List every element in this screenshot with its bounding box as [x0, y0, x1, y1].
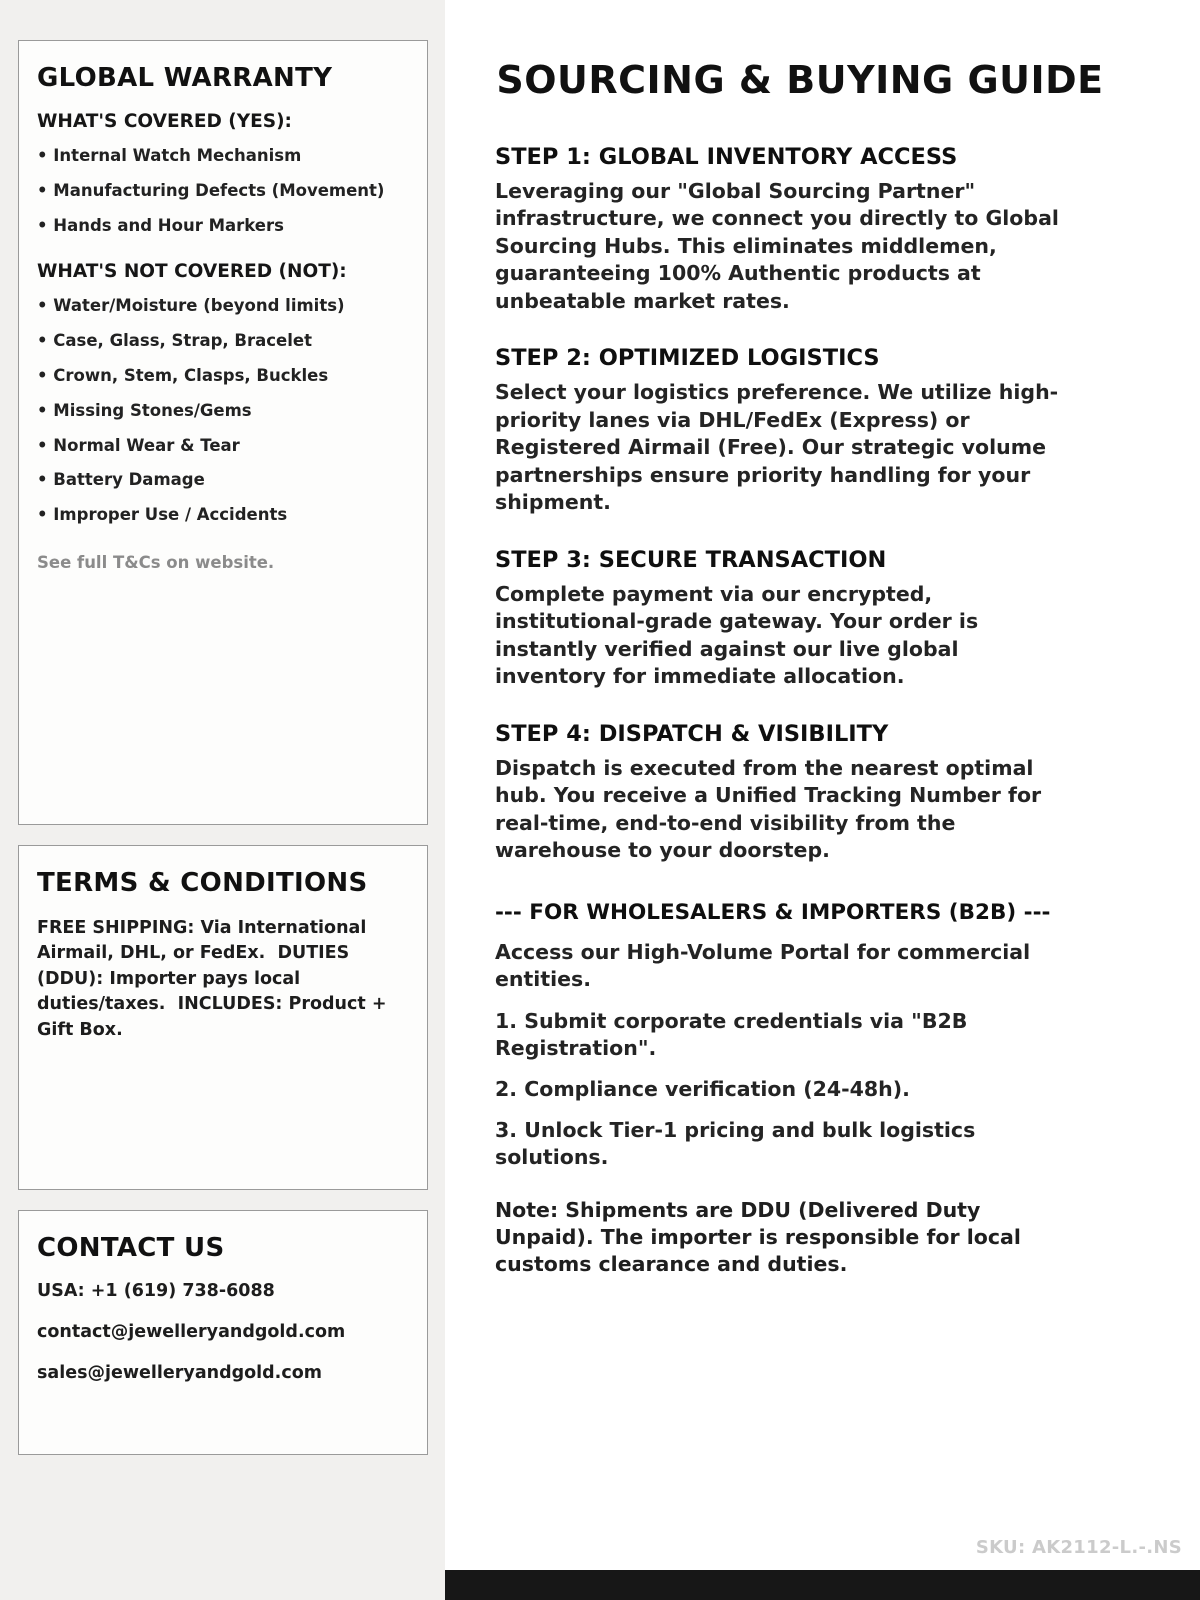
list-item: • Missing Stones/Gems: [37, 401, 409, 421]
step4-heading: STEP 4: DISPATCH & VISIBILITY: [495, 720, 889, 747]
list-item: • Improper Use / Accidents: [37, 505, 409, 525]
list-item: • Case, Glass, Strap, Bracelet: [37, 331, 409, 351]
covered-subtitle: WHAT'S COVERED (YES):: [37, 111, 292, 132]
list-item: • Crown, Stem, Clasps, Buckles: [37, 366, 409, 386]
contact-phone: USA: +1 (619) 738-6088: [37, 1281, 275, 1301]
step3-body: Complete payment via our encrypted, institutional-grade gateway. Your order is instantly verified against our live global inventory for immediate allocation.: [495, 581, 979, 689]
step1-body: Leveraging our "Global Sourcing Partner" infrastructure, we connect you directly to Global Sourcing Hubs. This eliminates middlemen, guaranteeing 100% Authentic products at unbeatable market rates.: [495, 179, 1059, 313]
warranty-title: GLOBAL WARRANTY: [37, 63, 333, 93]
contact-us-box: [18, 1210, 428, 1455]
b2b-item-1: 1. Submit corporate credentials via "B2B Registration".: [495, 1008, 968, 1060]
not-covered-subtitle: WHAT'S NOT COVERED (NOT):: [37, 261, 347, 283]
step2-body: Select your logistics preference. We utilize high-priority lanes via DHL/FedEx (Express) or Registered Airmail (Free). Our strategic volume partnerships ensure priority handling for your shipment.: [495, 380, 1059, 515]
b2b-note: Note: Shipments are DDU (Delivered Duty Unpaid). The importer is responsible for local customs clearance and duties.: [495, 1197, 1021, 1276]
step1-heading: STEP 1: GLOBAL INVENTORY ACCESS: [495, 144, 958, 170]
step3-heading: STEP 3: SECURE TRANSACTION: [495, 546, 887, 573]
terms-conditions-box: [18, 845, 428, 1190]
b2b-item-2: 2. Compliance verification (24-48h).: [495, 1076, 910, 1101]
contact-title: CONTACT US: [37, 1233, 225, 1263]
main-content: [445, 0, 1200, 1600]
footer-bar: [445, 1570, 1200, 1600]
list-item: • Internal Watch Mechanism: [37, 146, 409, 166]
global-warranty-box: [18, 40, 428, 825]
b2b-intro: Access our High-Volume Portal for commercial entities.: [495, 940, 1031, 992]
contact-email-sales: sales@jewelleryandgold.com: [37, 1363, 322, 1383]
list-item: • Battery Damage: [37, 470, 409, 490]
terms-body: FREE SHIPPING: Via International Airmail, DHL, or FedEx. DUTIES (DDU): Importer pays local duties/taxes. INCLUDES: Product + Gift Box.: [37, 918, 393, 1040]
b2b-heading: --- FOR WHOLESALERS & IMPORTERS (B2B) ---: [495, 900, 1051, 926]
not-covered-list: [37, 296, 409, 525]
list-item: • Water/Moisture (beyond limits): [37, 296, 409, 316]
list-item: • Manufacturing Defects (Movement): [37, 181, 409, 201]
list-item: • Hands and Hour Markers: [37, 216, 409, 236]
contact-email-primary: contact@jewelleryandgold.com: [37, 1322, 346, 1342]
b2b-item-3: 3. Unlock Tier-1 pricing and bulk logistics solutions.: [495, 1117, 976, 1169]
list-item: • Normal Wear & Tear: [37, 436, 409, 456]
step4-body: Dispatch is executed from the nearest optimal hub. You receive a Unified Tracking Number for real-time, end-to-end visibility from the warehouse to your doorstep.: [495, 755, 1042, 862]
sku-label: SKU: AK2112-L.-.NS: [975, 1537, 1182, 1558]
warranty-footnote: See full T&Cs on website.: [37, 552, 275, 572]
sidebar: [0, 0, 445, 1600]
page-title: SOURCING & BUYING GUIDE: [496, 58, 1104, 102]
step2-heading: STEP 2: OPTIMIZED LOGISTICS: [495, 345, 880, 372]
terms-title: TERMS & CONDITIONS: [37, 868, 368, 898]
covered-list: [37, 146, 409, 235]
